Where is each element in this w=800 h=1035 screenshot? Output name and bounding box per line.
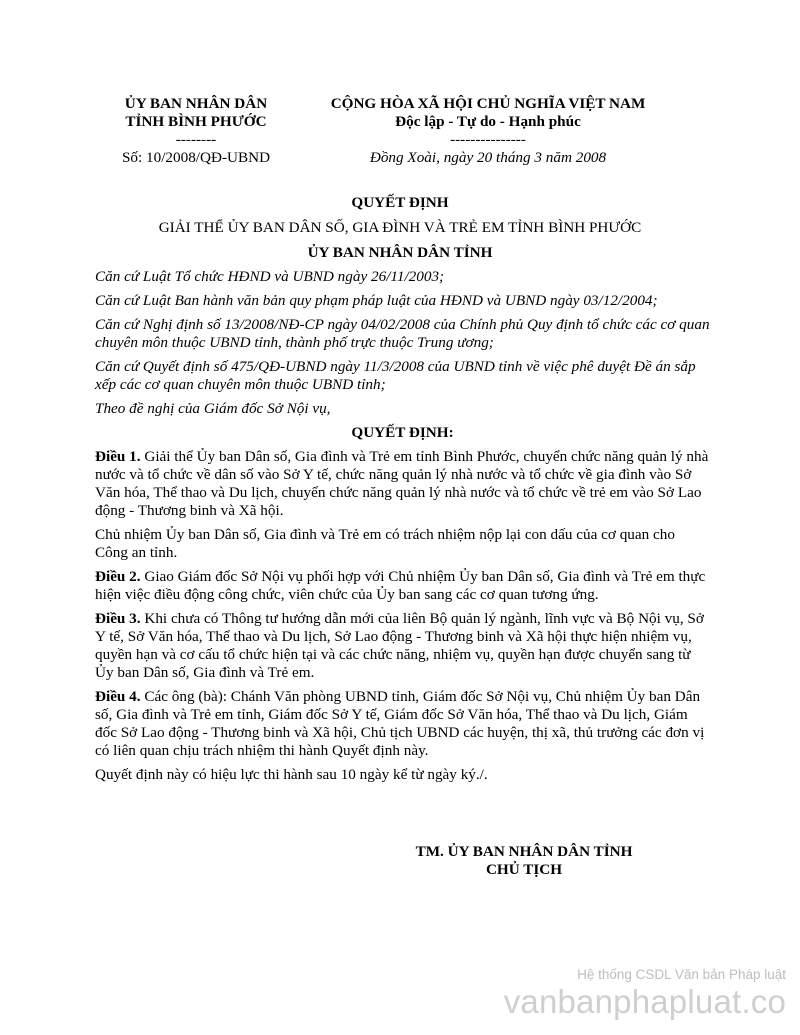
article-1 [95,448,710,520]
watermark-site: vanbanphapluat.co [503,983,786,1020]
document-body [95,268,710,790]
legal-basis-1: Căn cứ Luật Tổ chức HĐND và UBND ngày 26/11/2003; [95,268,445,285]
watermark-caption: Hệ thống CSDL Văn bản Pháp luật [577,967,786,982]
article-4-text: Các ông (bà): Chánh Văn phòng UBND tỉnh, Giám đốc Sở Nội vụ, Chủ nhiệm Ủy ban Dân số, Gia đình và Trẻ em tỉnh, Giám đốc Sở Y tế, Giám đốc Sở Văn hóa, Thể thao và Du lịch, Giám đốc Sở Lao động - Thương binh và Xã hội, Chủ tịch UBND các huyện, thị xã, thủ trưởng các đơn vị có liên quan chịu trách nhiệm thi hành Quyết định này. [95,688,705,759]
country-name: CỘNG HÒA XÃ HỘI CHỦ NGHĨA VIỆT NAM [330,95,646,112]
legal-basis-4: Căn cứ Quyết định số 475/QĐ-UBND ngày 11/3/2008 của UBND tỉnh về việc phê duyệt Đề án sắp xếp các cơ quan chuyên môn thuộc UBND tỉnh; [95,358,696,393]
place-and-date: Đồng Xoài, ngày 20 tháng 3 năm 2008 [369,149,607,166]
article-3-text: Khi chưa có Thông tư hướng dẫn mới của liên Bộ quản lý ngành, lĩnh vực và Bộ Nội vụ, Sở Y tế, Sở Văn hóa, Thể thao và Du lịch, Sở Lao động - Thương binh và Xã hội thực hiện nhiệm vụ, quyền hạn và cơ cấu tổ chức hiện tại và các chức năng, nhiệm vụ, quyền hạn được chuyển sang từ Ủy ban Dân số, Gia đình và Trẻ em. [95,610,704,681]
article-3 [95,610,710,682]
org-separator: -------- [175,131,217,148]
effective-clause: Quyết định này có hiệu lực thi hành sau 10 ngày kể từ ngày ký./. [95,766,488,783]
legal-basis-2: Căn cứ Luật Ban hành văn bản quy phạm pháp luật của HĐND và UBND ngày 03/12/2004; [95,292,658,309]
article-1-seal-clause: Chủ nhiệm Ủy ban Dân số, Gia đình và Trẻ em có trách nhiệm nộp lại con dấu của cơ quan cho Công an tỉnh. [95,526,675,561]
document-subject: GIẢI THỂ ỦY BAN DÂN SỐ, GIA ĐÌNH VÀ TRẺ EM TỈNH BÌNH PHƯỚC [158,219,642,236]
document-number: Số: 10/2008/QĐ-UBND [121,149,271,166]
article-1-label: Điều 1. [95,448,141,465]
national-motto: Độc lập - Tự do - Hạnh phúc [395,113,581,130]
org-name-line1: ỦY BAN NHÂN DÂN [124,95,268,112]
signature-authority: TM. ỦY BAN NHÂN DÂN TỈNH [415,843,633,860]
issuing-authority-block [96,95,296,167]
signature-title: CHỦ TỊCH [485,861,563,878]
article-1-text: Giải thể Ủy ban Dân số, Gia đình và Trẻ em tỉnh Bình Phước, chuyển chức năng quản lý nhà nước và tổ chức về dân số vào Sở Y tế, chức năng quản lý nhà nước và tổ chức về gia đình vào Sở Văn hóa, Thể thao và Du lịch, chuyển chức năng quản lý nhà nước và tổ chức về trẻ em vào Sở Lao động - Thương binh và Xã hội. [95,448,709,519]
article-3-label: Điều 3. [95,610,141,627]
legal-basis-3: Căn cứ Nghị định số 13/2008/NĐ-CP ngày 04/02/2008 của Chính phủ Quy định tổ chức các cơ quan chuyên môn thuộc UBND tỉnh, thành phố trực thuộc Trung ương; [95,316,710,351]
article-4 [95,688,710,760]
decision-heading: QUYẾT ĐỊNH: [351,424,454,441]
article-2 [95,568,710,604]
proposal-basis: Theo đề nghị của Giám đốc Sở Nội vụ, [95,400,331,417]
signature-block [376,843,672,879]
national-heading-block [296,95,680,167]
org-name-line2: TỈNH BÌNH PHƯỚC [125,113,267,130]
article-2-label: Điều 2. [95,568,141,585]
motto-separator: --------------- [450,131,526,148]
document-type-title: QUYẾT ĐỊNH [351,194,449,211]
article-2-text: Giao Giám đốc Sở Nội vụ phối hợp với Chủ nhiệm Ủy ban Dân số, Gia đình và Trẻ em thực hiện việc điều động công chức, viên chức của Ủy ban sang các cơ quan tương ứng. [95,568,706,603]
issuing-authority-title: ỦY BAN NHÂN DÂN TỈNH [307,244,493,261]
article-4-label: Điều 4. [95,688,141,705]
